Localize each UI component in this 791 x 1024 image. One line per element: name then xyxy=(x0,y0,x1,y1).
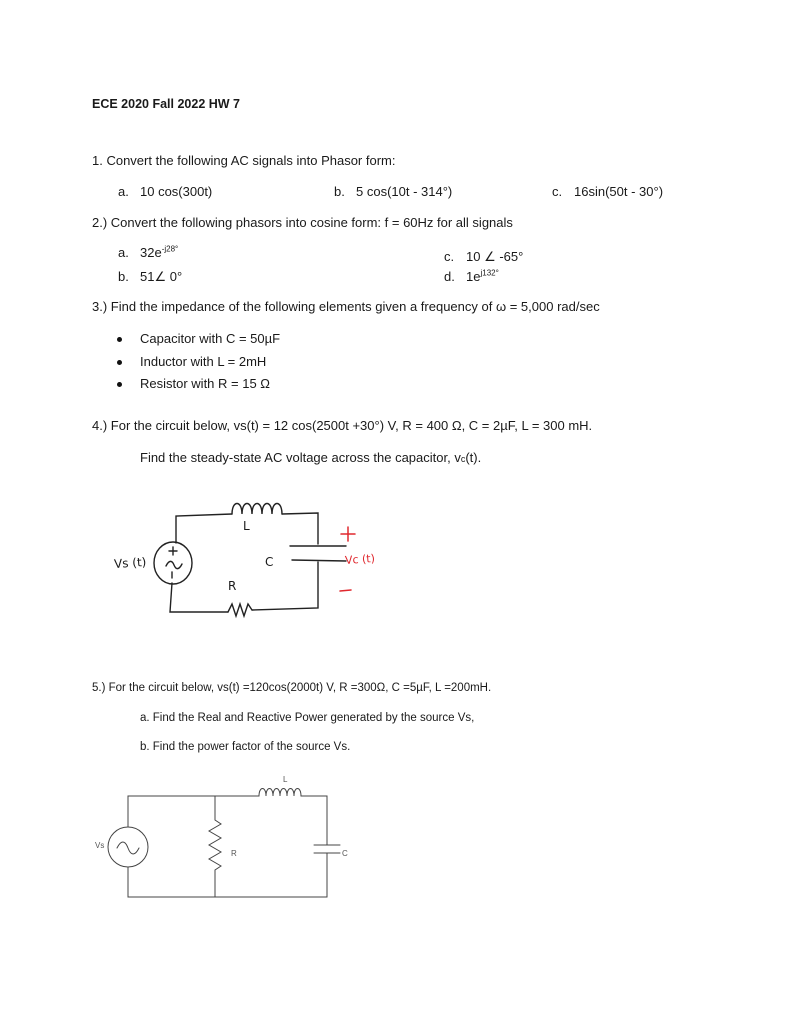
q5-capacitor-label: C xyxy=(342,849,348,858)
q4-wire-top-left xyxy=(176,514,232,543)
q4-capacitor-plate-bottom xyxy=(292,560,346,561)
q2-d-base: 1e xyxy=(466,269,481,284)
q1-a-text: 10 cos(300t) xyxy=(140,184,213,199)
q4-sub-suffix: (t). xyxy=(465,450,482,465)
q4-subprompt xyxy=(140,450,481,467)
q3-item-inductor: Inductor with L = 2mH xyxy=(140,354,267,369)
q4-inductor-label: L xyxy=(243,519,250,533)
q1-b-text: 5 cos(10t - 314°) xyxy=(356,184,453,199)
q4-prompt: 4.) For the circuit below, vs(t) = 12 cos(2500t +30°) V, R = 400 Ω, C = 2µF, L = 300 mH. xyxy=(92,418,593,433)
q2-d-label: d. xyxy=(444,269,455,284)
q1-a-label: a. xyxy=(118,184,129,199)
q4-vc-plus-icon xyxy=(341,527,355,541)
page-title: ECE 2020 Fall 2022 HW 7 xyxy=(92,97,240,111)
q5-wire-top-right xyxy=(301,796,327,845)
q2-b-text: 51∠ 0° xyxy=(140,269,183,284)
q5-source-label: Vs xyxy=(95,841,105,850)
bullet-icon xyxy=(117,382,122,387)
q3-item-capacitor: Capacitor with C = 50µF xyxy=(140,331,281,346)
q4-resistor-label: R xyxy=(228,579,237,593)
q1-prompt: 1. Convert the following AC signals into Phasor form: xyxy=(92,153,396,168)
q4-source-label: Vs (t) xyxy=(113,554,147,572)
q2-a-phasor xyxy=(140,245,178,261)
q5-source-tilde-icon xyxy=(117,842,139,854)
bullet-icon xyxy=(117,360,122,365)
q2-d-phasor xyxy=(466,269,499,285)
q1-c-text: 16sin(50t - 30°) xyxy=(574,184,664,199)
q2-a-label: a. xyxy=(118,245,129,260)
bullet-icon xyxy=(117,337,122,342)
q4-resistor xyxy=(228,604,252,616)
q2-c-text: 10 ∠ -65° xyxy=(466,249,524,264)
q5-resistor-label: R xyxy=(231,849,237,858)
q4-vc-minus-icon xyxy=(340,590,351,591)
q4-inductor xyxy=(232,504,282,515)
q4-source-circle xyxy=(154,542,192,584)
q4-source-plus-icon xyxy=(169,547,177,555)
q5-resistor xyxy=(209,796,221,897)
q5-wire-bottom xyxy=(128,867,327,897)
q5-prompt: 5.) For the circuit below, vs(t) =120cos(2000t) V, R =300Ω, C =5µF, L =200mH. xyxy=(92,682,492,694)
q5-source-circle xyxy=(108,827,148,867)
q4-source-tilde-icon xyxy=(166,561,182,568)
q5-part-b: b. Find the power factor of the source Vs. xyxy=(140,741,351,753)
q4-wire-top-right xyxy=(282,513,318,544)
q5-part-a: a. Find the Real and Reactive Power generated by the source Vs, xyxy=(140,712,475,724)
q2-c-label: c. xyxy=(444,249,455,264)
q4-sub-sub: c xyxy=(460,454,466,464)
q2-b-label: b. xyxy=(118,269,129,284)
q5-wire-top-left xyxy=(128,796,259,827)
q1-c-label: c. xyxy=(552,184,563,199)
q3-item-resistor: Resistor with R = 15 Ω xyxy=(140,376,271,391)
q2-d-exponent: j132° xyxy=(480,268,499,278)
q4-capacitor-label: C xyxy=(265,555,274,569)
q2-a-exponent: -j28° xyxy=(161,244,179,254)
q5-inductor-label: L xyxy=(283,775,288,784)
q2-prompt: 2.) Convert the following phasors into cosine form: f = 60Hz for all signals xyxy=(92,215,513,230)
q1-b-label: b. xyxy=(334,184,345,199)
q4-wire-right-bottom xyxy=(252,562,318,610)
q5-inductor xyxy=(259,789,301,797)
q3-prompt: 3.) Find the impedance of the following elements given a frequency of ω = 5,000 rad/sec xyxy=(92,299,600,314)
q4-wire-bottom-left xyxy=(170,583,228,612)
q2-a-base: 32e xyxy=(140,245,162,260)
q4-vc-label: Vc (t) xyxy=(344,551,376,568)
q4-sub-prefix: Find the steady-state AC voltage across the capacitor, v xyxy=(140,450,461,465)
